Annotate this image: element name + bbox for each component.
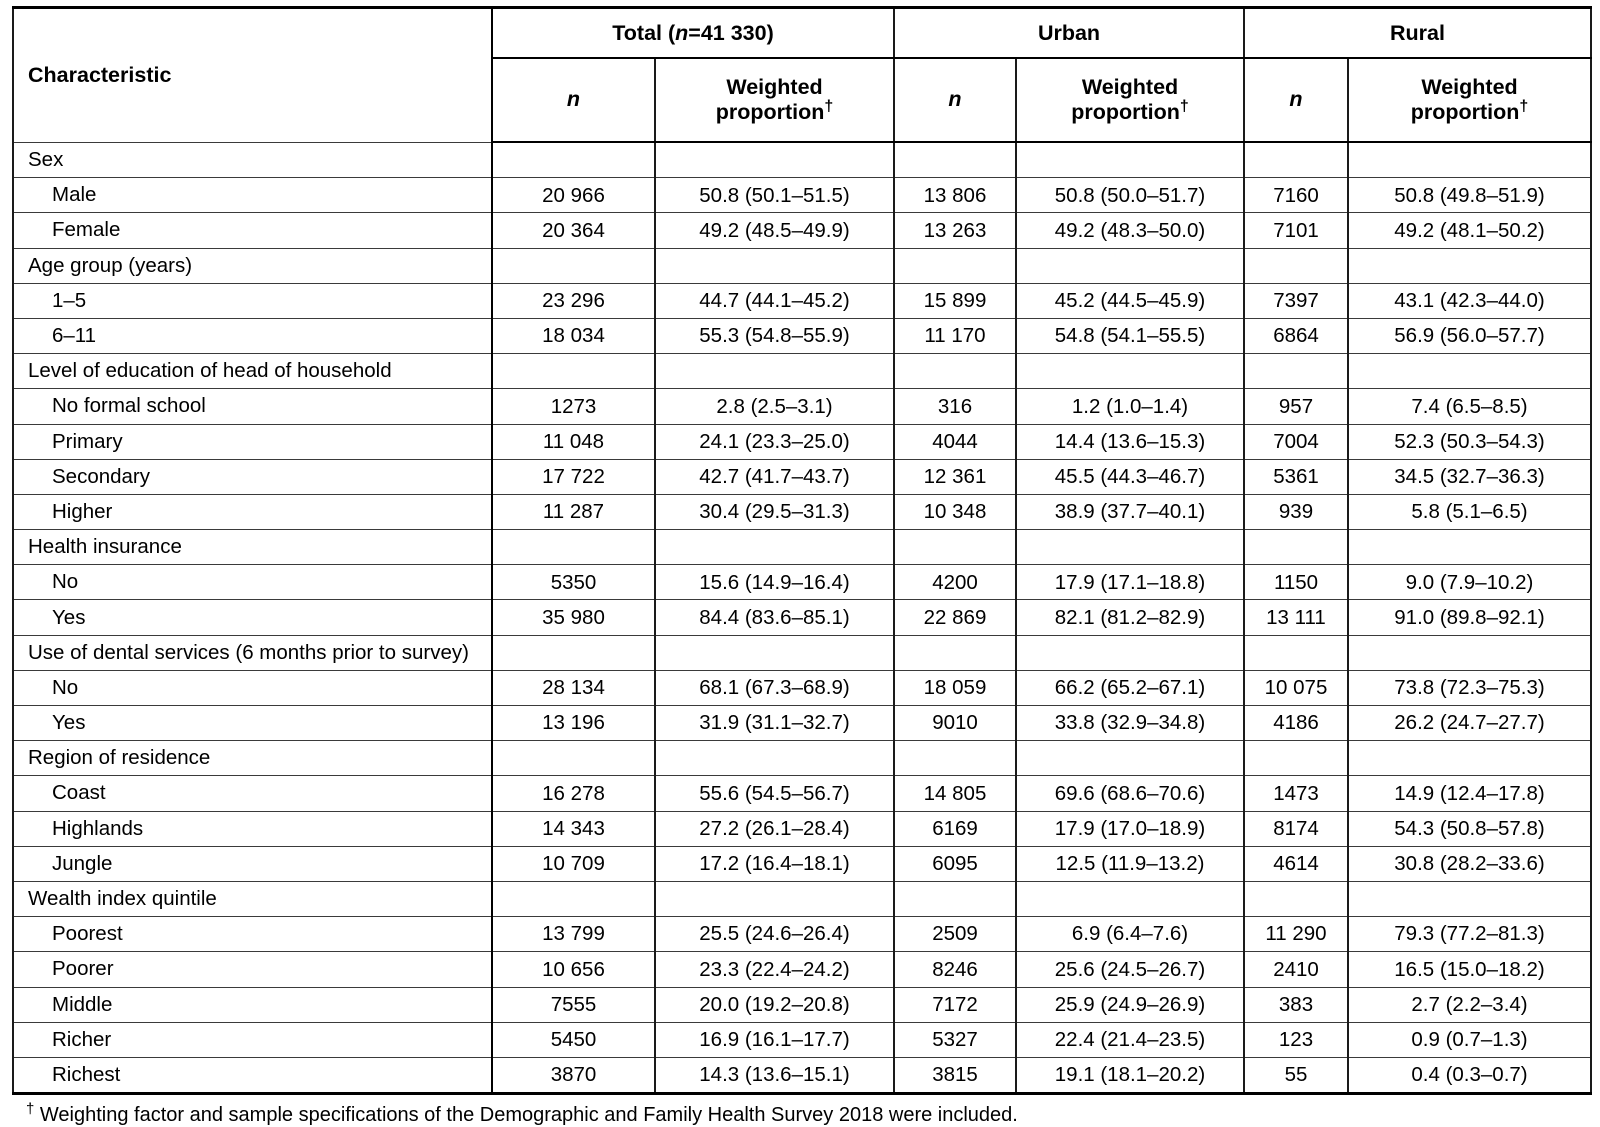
row-label-cell bbox=[13, 1057, 492, 1093]
row-label-cell bbox=[13, 283, 492, 318]
cell-total-n bbox=[492, 881, 655, 916]
cell-rural-n bbox=[1244, 741, 1348, 776]
cell-total-weighted: 23.3 (22.4–24.2) bbox=[655, 952, 894, 987]
row-label-cell bbox=[13, 917, 492, 952]
cell-rural-weighted: 16.5 (15.0–18.2) bbox=[1348, 952, 1591, 987]
cell-total-weighted: 55.3 (54.8–55.9) bbox=[655, 318, 894, 353]
cell-urban-weighted: 14.4 (13.6–15.3) bbox=[1016, 424, 1244, 459]
row-label: 6–11 bbox=[52, 324, 97, 348]
cell-total-n: 14 343 bbox=[492, 811, 655, 846]
cell-rural-weighted: 0.9 (0.7–1.3) bbox=[1348, 1022, 1591, 1057]
row-label-cell bbox=[13, 565, 492, 600]
cell-rural-n: 7160 bbox=[1244, 178, 1348, 213]
column-group-total-label: Total ( bbox=[612, 20, 676, 45]
cell-urban-n: 2509 bbox=[894, 917, 1016, 952]
row-label: Sex bbox=[28, 148, 64, 172]
column-group-total bbox=[492, 8, 894, 59]
dagger-icon: † bbox=[1519, 97, 1529, 115]
table-row bbox=[13, 952, 1591, 987]
cell-urban-weighted: 45.5 (44.3–46.7) bbox=[1016, 459, 1244, 494]
cell-urban-weighted: 12.5 (11.9–13.2) bbox=[1016, 846, 1244, 881]
table-row bbox=[13, 178, 1591, 213]
cell-total-weighted: 49.2 (48.5–49.9) bbox=[655, 213, 894, 248]
cell-rural-weighted: 5.8 (5.1–6.5) bbox=[1348, 494, 1591, 529]
row-label-cell bbox=[13, 881, 492, 916]
table-row bbox=[13, 1022, 1591, 1057]
row-label: Highlands bbox=[52, 816, 144, 840]
cell-rural-weighted: 34.5 (32.7–36.3) bbox=[1348, 459, 1591, 494]
row-label: Region of residence bbox=[28, 746, 211, 770]
footnote-text: Weighting factor and sample specifications of the Demographic and Family Health Survey 2018 were included. bbox=[39, 1104, 1018, 1127]
cell-total-n: 28 134 bbox=[492, 670, 655, 705]
row-label-cell bbox=[13, 494, 492, 529]
column-header-rural-n bbox=[1244, 58, 1348, 142]
cell-urban-weighted: 66.2 (65.2–67.1) bbox=[1016, 670, 1244, 705]
total-n-label: n bbox=[566, 87, 581, 112]
cell-urban-n: 5327 bbox=[894, 1022, 1016, 1057]
row-label: Middle bbox=[52, 992, 113, 1016]
cell-rural-weighted: 79.3 (77.2–81.3) bbox=[1348, 917, 1591, 952]
cell-urban-weighted: 33.8 (32.9–34.8) bbox=[1016, 706, 1244, 741]
cell-urban-weighted: 6.9 (6.4–7.6) bbox=[1016, 917, 1244, 952]
cell-rural-n: 123 bbox=[1244, 1022, 1348, 1057]
cell-total-weighted: 31.9 (31.1–32.7) bbox=[655, 706, 894, 741]
cell-total-weighted: 17.2 (16.4–18.1) bbox=[655, 846, 894, 881]
table-row bbox=[13, 987, 1591, 1022]
cell-rural-weighted bbox=[1348, 354, 1591, 389]
cell-urban-n: 15 899 bbox=[894, 283, 1016, 318]
row-label-cell bbox=[13, 1022, 492, 1057]
table-row bbox=[13, 283, 1591, 318]
row-label-cell bbox=[13, 354, 492, 389]
row-label: Secondary bbox=[52, 465, 151, 488]
cell-rural-weighted: 91.0 (89.8–92.1) bbox=[1348, 600, 1591, 635]
cell-total-weighted: 20.0 (19.2–20.8) bbox=[655, 987, 894, 1022]
cell-total-weighted bbox=[655, 142, 894, 178]
total-weighted-line1: Weighted bbox=[726, 74, 823, 99]
cell-urban-n: 11 170 bbox=[894, 318, 1016, 353]
column-header-rural-weighted bbox=[1348, 58, 1591, 142]
cell-total-n: 23 296 bbox=[492, 283, 655, 318]
cell-rural-weighted bbox=[1348, 530, 1591, 565]
cell-rural-n: 383 bbox=[1244, 987, 1348, 1022]
row-label: Yes bbox=[52, 711, 86, 735]
cell-rural-n: 1473 bbox=[1244, 776, 1348, 811]
table-row-group bbox=[13, 248, 1591, 283]
cell-rural-n: 8174 bbox=[1244, 811, 1348, 846]
row-label-cell bbox=[13, 389, 492, 424]
table-row-group bbox=[13, 354, 1591, 389]
cell-total-n bbox=[492, 142, 655, 178]
cell-total-n: 10 656 bbox=[492, 952, 655, 987]
row-label: Poorest bbox=[52, 922, 123, 946]
row-label-cell bbox=[13, 776, 492, 811]
table-row-group bbox=[13, 142, 1591, 178]
cell-rural-n: 13 111 bbox=[1244, 600, 1348, 635]
table-head bbox=[13, 8, 1591, 143]
table-row bbox=[13, 565, 1591, 600]
cell-total-n: 16 278 bbox=[492, 776, 655, 811]
row-label-cell bbox=[13, 846, 492, 881]
cell-rural-n: 11 290 bbox=[1244, 917, 1348, 952]
cell-total-n bbox=[492, 635, 655, 670]
cell-total-n: 5350 bbox=[492, 565, 655, 600]
cell-rural-weighted: 52.3 (50.3–54.3) bbox=[1348, 424, 1591, 459]
cell-rural-weighted: 14.9 (12.4–17.8) bbox=[1348, 776, 1591, 811]
cell-total-n: 17 722 bbox=[492, 459, 655, 494]
cell-total-n: 20 966 bbox=[492, 178, 655, 213]
cell-total-weighted bbox=[655, 635, 894, 670]
column-header-total-weighted bbox=[655, 58, 894, 142]
cell-rural-n: 7101 bbox=[1244, 213, 1348, 248]
cell-urban-weighted bbox=[1016, 248, 1244, 283]
cell-urban-weighted bbox=[1016, 142, 1244, 178]
cell-rural-weighted bbox=[1348, 248, 1591, 283]
row-label-cell bbox=[13, 741, 492, 776]
cell-urban-weighted bbox=[1016, 741, 1244, 776]
cell-rural-n: 957 bbox=[1244, 389, 1348, 424]
cell-rural-n: 2410 bbox=[1244, 952, 1348, 987]
cell-urban-n: 4044 bbox=[894, 424, 1016, 459]
cell-urban-weighted: 69.6 (68.6–70.6) bbox=[1016, 776, 1244, 811]
column-group-rural: Rural bbox=[1244, 8, 1591, 59]
cell-urban-n bbox=[894, 881, 1016, 916]
cell-rural-weighted: 9.0 (7.9–10.2) bbox=[1348, 565, 1591, 600]
cell-rural-weighted: 50.8 (49.8–51.9) bbox=[1348, 178, 1591, 213]
cell-rural-n: 7004 bbox=[1244, 424, 1348, 459]
row-label: Use of dental services (6 months prior to survey) bbox=[28, 640, 469, 664]
row-label-cell bbox=[13, 178, 492, 213]
cell-rural-weighted: 56.9 (56.0–57.7) bbox=[1348, 318, 1591, 353]
rural-weighted-line1: Weighted bbox=[1421, 74, 1518, 99]
column-header-total-n bbox=[492, 58, 655, 142]
cell-total-n: 1273 bbox=[492, 389, 655, 424]
cell-rural-weighted: 43.1 (42.3–44.0) bbox=[1348, 283, 1591, 318]
table-row bbox=[13, 670, 1591, 705]
cell-urban-n bbox=[894, 635, 1016, 670]
total-weighted-line2: proportion bbox=[715, 100, 825, 124]
row-label: Richest bbox=[52, 1063, 121, 1087]
cell-total-n: 3870 bbox=[492, 1057, 655, 1093]
cell-urban-weighted: 17.9 (17.1–18.8) bbox=[1016, 565, 1244, 600]
table-row bbox=[13, 213, 1591, 248]
cell-rural-n bbox=[1244, 635, 1348, 670]
cell-urban-n: 14 805 bbox=[894, 776, 1016, 811]
cell-total-n: 5450 bbox=[492, 1022, 655, 1057]
cell-rural-n: 4186 bbox=[1244, 706, 1348, 741]
cell-total-n: 13 196 bbox=[492, 706, 655, 741]
cell-rural-n bbox=[1244, 530, 1348, 565]
cell-total-weighted: 30.4 (29.5–31.3) bbox=[655, 494, 894, 529]
cell-total-weighted: 44.7 (44.1–45.2) bbox=[655, 283, 894, 318]
row-label: Primary bbox=[52, 429, 123, 453]
row-label: No formal school bbox=[52, 394, 206, 418]
cell-rural-n bbox=[1244, 881, 1348, 916]
cell-rural-n: 5361 bbox=[1244, 459, 1348, 494]
cell-total-weighted bbox=[655, 530, 894, 565]
cell-urban-n: 10 348 bbox=[894, 494, 1016, 529]
column-group-total-italic-n: n bbox=[675, 20, 689, 45]
cell-total-weighted bbox=[655, 354, 894, 389]
cell-urban-weighted: 54.8 (54.1–55.5) bbox=[1016, 318, 1244, 353]
cell-rural-n: 10 075 bbox=[1244, 670, 1348, 705]
cell-urban-weighted: 19.1 (18.1–20.2) bbox=[1016, 1057, 1244, 1093]
cell-urban-n bbox=[894, 741, 1016, 776]
cell-total-n bbox=[492, 248, 655, 283]
row-label: Richer bbox=[52, 1028, 112, 1051]
cell-total-weighted bbox=[655, 881, 894, 916]
cell-rural-weighted: 73.8 (72.3–75.3) bbox=[1348, 670, 1591, 705]
row-label: Higher bbox=[52, 500, 113, 524]
table-row bbox=[13, 424, 1591, 459]
cell-rural-n: 1150 bbox=[1244, 565, 1348, 600]
cell-total-weighted: 15.6 (14.9–16.4) bbox=[655, 565, 894, 600]
cell-total-n: 10 709 bbox=[492, 846, 655, 881]
cell-urban-weighted bbox=[1016, 530, 1244, 565]
cell-total-n bbox=[492, 354, 655, 389]
row-label: Jungle bbox=[52, 852, 113, 876]
table-row bbox=[13, 389, 1591, 424]
cell-urban-n: 7172 bbox=[894, 987, 1016, 1022]
cell-urban-weighted: 25.9 (24.9–26.9) bbox=[1016, 987, 1244, 1022]
row-label: Poorer bbox=[52, 957, 114, 981]
cell-urban-n: 8246 bbox=[894, 952, 1016, 987]
cell-rural-weighted bbox=[1348, 142, 1591, 178]
rural-weighted-line2: proportion bbox=[1410, 100, 1520, 124]
cell-urban-n bbox=[894, 248, 1016, 283]
table-row-group bbox=[13, 530, 1591, 565]
cell-urban-weighted: 1.2 (1.0–1.4) bbox=[1016, 389, 1244, 424]
cell-rural-weighted bbox=[1348, 741, 1591, 776]
cell-rural-n: 7397 bbox=[1244, 283, 1348, 318]
cell-urban-n: 4200 bbox=[894, 565, 1016, 600]
cell-rural-n bbox=[1244, 354, 1348, 389]
row-label: 1–5 bbox=[52, 289, 87, 313]
characteristics-table bbox=[12, 6, 1592, 1095]
cell-rural-weighted: 30.8 (28.2–33.6) bbox=[1348, 846, 1591, 881]
table-row bbox=[13, 1057, 1591, 1093]
table-row-group bbox=[13, 741, 1591, 776]
row-label: Wealth index quintile bbox=[28, 887, 217, 911]
row-label-cell bbox=[13, 213, 492, 248]
row-label: Male bbox=[52, 183, 97, 207]
cell-rural-n: 4614 bbox=[1244, 846, 1348, 881]
cell-rural-n: 55 bbox=[1244, 1057, 1348, 1093]
cell-total-weighted bbox=[655, 741, 894, 776]
cell-total-n: 11 048 bbox=[492, 424, 655, 459]
cell-rural-weighted: 26.2 (24.7–27.7) bbox=[1348, 706, 1591, 741]
row-label: Coast bbox=[52, 781, 106, 805]
cell-total-n: 20 364 bbox=[492, 213, 655, 248]
cell-rural-weighted: 54.3 (50.8–57.8) bbox=[1348, 811, 1591, 846]
cell-total-n: 13 799 bbox=[492, 917, 655, 952]
cell-urban-weighted: 50.8 (50.0–51.7) bbox=[1016, 178, 1244, 213]
column-group-urban: Urban bbox=[894, 8, 1244, 59]
cell-total-n: 7555 bbox=[492, 987, 655, 1022]
cell-urban-weighted: 22.4 (21.4–23.5) bbox=[1016, 1022, 1244, 1057]
table-row bbox=[13, 494, 1591, 529]
row-label-cell bbox=[13, 142, 492, 178]
table-row bbox=[13, 776, 1591, 811]
row-label-cell bbox=[13, 318, 492, 353]
column-header-urban-n bbox=[894, 58, 1016, 142]
cell-total-weighted: 84.4 (83.6–85.1) bbox=[655, 600, 894, 635]
cell-urban-n: 12 361 bbox=[894, 459, 1016, 494]
cell-total-weighted: 55.6 (54.5–56.7) bbox=[655, 776, 894, 811]
cell-total-weighted: 24.1 (23.3–25.0) bbox=[655, 424, 894, 459]
cell-rural-weighted bbox=[1348, 635, 1591, 670]
dagger-icon: † bbox=[824, 97, 834, 115]
cell-total-weighted: 2.8 (2.5–3.1) bbox=[655, 389, 894, 424]
row-label-cell bbox=[13, 459, 492, 494]
cell-total-weighted: 27.2 (26.1–28.4) bbox=[655, 811, 894, 846]
row-label: No bbox=[52, 570, 79, 594]
cell-rural-weighted: 0.4 (0.3–0.7) bbox=[1348, 1057, 1591, 1093]
cell-total-weighted: 42.7 (41.7–43.7) bbox=[655, 459, 894, 494]
table-body bbox=[13, 142, 1591, 1094]
row-label: Level of education of head of household bbox=[28, 359, 392, 383]
cell-urban-weighted bbox=[1016, 354, 1244, 389]
cell-urban-n: 22 869 bbox=[894, 600, 1016, 635]
cell-total-weighted: 14.3 (13.6–15.1) bbox=[655, 1057, 894, 1093]
footnote-dagger-icon: † bbox=[26, 1100, 35, 1118]
cell-total-n: 18 034 bbox=[492, 318, 655, 353]
urban-n-label: n bbox=[948, 87, 962, 112]
column-group-total-suffix: =41 330) bbox=[688, 20, 774, 45]
cell-rural-weighted: 49.2 (48.1–50.2) bbox=[1348, 213, 1591, 248]
cell-total-n: 11 287 bbox=[492, 494, 655, 529]
cell-rural-weighted bbox=[1348, 881, 1591, 916]
cell-rural-n: 939 bbox=[1244, 494, 1348, 529]
cell-urban-weighted: 25.6 (24.5–26.7) bbox=[1016, 952, 1244, 987]
cell-urban-weighted bbox=[1016, 881, 1244, 916]
cell-rural-weighted: 2.7 (2.2–3.4) bbox=[1348, 987, 1591, 1022]
column-header-characteristic: Characteristic bbox=[13, 8, 492, 143]
cell-urban-n: 18 059 bbox=[894, 670, 1016, 705]
table-row bbox=[13, 917, 1591, 952]
row-label-cell bbox=[13, 530, 492, 565]
table-row bbox=[13, 600, 1591, 635]
cell-rural-n: 6864 bbox=[1244, 318, 1348, 353]
cell-urban-weighted: 38.9 (37.7–40.1) bbox=[1016, 494, 1244, 529]
dagger-icon: † bbox=[1179, 97, 1189, 115]
cell-total-weighted: 68.1 (67.3–68.9) bbox=[655, 670, 894, 705]
cell-urban-weighted bbox=[1016, 635, 1244, 670]
row-label-cell bbox=[13, 952, 492, 987]
cell-rural-n bbox=[1244, 142, 1348, 178]
table-row bbox=[13, 459, 1591, 494]
cell-total-n bbox=[492, 530, 655, 565]
row-label: Yes bbox=[52, 605, 86, 629]
cell-urban-weighted: 45.2 (44.5–45.9) bbox=[1016, 283, 1244, 318]
row-label: Health insurance bbox=[28, 535, 182, 559]
row-label: No bbox=[52, 676, 79, 700]
header-row-groups bbox=[13, 8, 1591, 59]
row-label-cell bbox=[13, 670, 492, 705]
cell-urban-n: 6095 bbox=[894, 846, 1016, 881]
row-label-cell bbox=[13, 706, 492, 741]
cell-urban-n: 9010 bbox=[894, 706, 1016, 741]
cell-rural-weighted: 7.4 (6.5–8.5) bbox=[1348, 389, 1591, 424]
row-label-cell bbox=[13, 424, 492, 459]
cell-urban-n: 316 bbox=[894, 389, 1016, 424]
rural-n-label: n bbox=[1289, 87, 1303, 112]
table-row-group bbox=[13, 635, 1591, 670]
cell-urban-n: 13 806 bbox=[894, 178, 1016, 213]
row-label-cell bbox=[13, 600, 492, 635]
table-row bbox=[13, 706, 1591, 741]
cell-total-weighted: 25.5 (24.6–26.4) bbox=[655, 917, 894, 952]
row-label-cell bbox=[13, 635, 492, 670]
table-row bbox=[13, 846, 1591, 881]
cell-urban-n bbox=[894, 530, 1016, 565]
cell-total-n bbox=[492, 741, 655, 776]
cell-urban-n: 6169 bbox=[894, 811, 1016, 846]
cell-urban-weighted: 49.2 (48.3–50.0) bbox=[1016, 213, 1244, 248]
column-header-urban-weighted bbox=[1016, 58, 1244, 142]
row-label: Age group (years) bbox=[28, 253, 193, 277]
urban-weighted-line1: Weighted bbox=[1081, 74, 1179, 99]
table-row-group bbox=[13, 881, 1591, 916]
row-label: Female bbox=[52, 218, 121, 242]
cell-urban-n bbox=[894, 354, 1016, 389]
row-label-cell bbox=[13, 248, 492, 283]
row-label-cell bbox=[13, 811, 492, 846]
cell-total-n: 35 980 bbox=[492, 600, 655, 635]
table-row bbox=[13, 811, 1591, 846]
cell-total-weighted bbox=[655, 248, 894, 283]
row-label-cell bbox=[13, 987, 492, 1022]
cell-total-weighted: 50.8 (50.1–51.5) bbox=[655, 178, 894, 213]
cell-urban-n: 13 263 bbox=[894, 213, 1016, 248]
table-row bbox=[13, 318, 1591, 353]
urban-weighted-line2: proportion bbox=[1071, 100, 1180, 124]
table-footnote bbox=[12, 1095, 1590, 1127]
cell-total-weighted: 16.9 (16.1–17.7) bbox=[655, 1022, 894, 1057]
cell-urban-n bbox=[894, 142, 1016, 178]
cell-urban-weighted: 82.1 (81.2–82.9) bbox=[1016, 600, 1244, 635]
cell-rural-n bbox=[1244, 248, 1348, 283]
cell-urban-weighted: 17.9 (17.0–18.9) bbox=[1016, 811, 1244, 846]
cell-urban-n: 3815 bbox=[894, 1057, 1016, 1093]
